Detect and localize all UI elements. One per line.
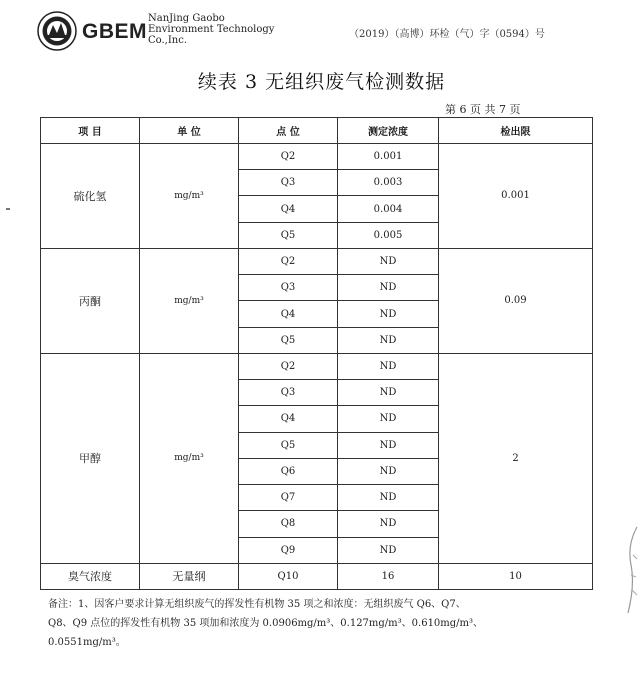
document-title: 续表 3 无组织废气检测数据 — [197, 71, 446, 93]
header-item: 项 目 — [41, 118, 140, 144]
detection-limit: 10 — [439, 563, 593, 589]
remarks-line: Q8、Q9 点位的挥发性有机物 35 项加和浓度为 0.0906mg/m³、0.127mg/m³、0.610mg/m³、 — [48, 618, 484, 629]
concentration: 16 — [338, 563, 439, 589]
concentration: 0.003 — [338, 170, 439, 196]
header-unit: 单 位 — [140, 118, 239, 144]
point: Q5 — [239, 222, 338, 248]
concentration: ND — [338, 432, 439, 458]
gas-data-table — [40, 117, 593, 590]
report-number: （2019）（高博）环检（气）字（0594）号 — [349, 29, 545, 40]
header-detection-limit: 检出限 — [439, 118, 593, 144]
company-name — [148, 13, 274, 46]
detection-limit: 2 — [439, 353, 593, 563]
remarks-line: 0.0551mg/m³。 — [48, 637, 126, 648]
point: Q10 — [239, 563, 338, 589]
remarks-line: 备注：1、因客户要求计算无组织废气的挥发性有机物 35 项之和浓度：无组织废气 Q6、Q7、 — [48, 599, 466, 610]
concentration: 0.004 — [338, 196, 439, 222]
detection-limit: 0.09 — [439, 248, 593, 353]
unit: mg/m³ — [140, 353, 239, 563]
point: Q6 — [239, 458, 338, 484]
concentration: ND — [338, 485, 439, 511]
point: Q9 — [239, 537, 338, 563]
point: Q8 — [239, 511, 338, 537]
company-line: NanJing Gaobo — [148, 13, 225, 24]
point: Q3 — [239, 170, 338, 196]
item-name: 硫化氢 — [41, 144, 140, 249]
point: Q4 — [239, 301, 338, 327]
concentration: ND — [338, 275, 439, 301]
header-concentration: 测定浓度 — [338, 118, 439, 144]
concentration: ND — [338, 248, 439, 274]
header-point: 点 位 — [239, 118, 338, 144]
point: Q2 — [239, 353, 338, 379]
page-number: 第 6 页 共 7 页 — [445, 103, 521, 116]
company-seal-logo — [37, 11, 77, 51]
point: Q4 — [239, 406, 338, 432]
point: Q3 — [239, 380, 338, 406]
unit: mg/m³ — [140, 248, 239, 353]
concentration: ND — [338, 458, 439, 484]
point: Q7 — [239, 485, 338, 511]
item-name: 臭气浓度 — [41, 563, 140, 589]
concentration: ND — [338, 301, 439, 327]
company-line: Co.,Inc. — [148, 35, 188, 46]
table-row — [41, 353, 593, 379]
point: Q2 — [239, 248, 338, 274]
concentration: ND — [338, 511, 439, 537]
unit: mg/m³ — [140, 144, 239, 249]
concentration: 0.005 — [338, 222, 439, 248]
unit: 无量纲 — [140, 563, 239, 589]
table-row — [41, 248, 593, 274]
company-line: Environment Technology — [148, 24, 275, 35]
table-header-row — [41, 118, 593, 144]
point: Q5 — [239, 327, 338, 353]
point: Q4 — [239, 196, 338, 222]
table-row — [41, 144, 593, 170]
point: Q3 — [239, 275, 338, 301]
margin-stamp-fragment — [625, 525, 639, 615]
concentration: ND — [338, 353, 439, 379]
concentration: ND — [338, 537, 439, 563]
table-row — [41, 563, 593, 589]
logo-text: GBEM — [82, 20, 147, 43]
scan-mark — [6, 208, 10, 210]
concentration: 0.001 — [338, 144, 439, 170]
concentration: ND — [338, 406, 439, 432]
point: Q2 — [239, 144, 338, 170]
concentration: ND — [338, 327, 439, 353]
point: Q5 — [239, 432, 338, 458]
item-name: 甲醇 — [41, 353, 140, 563]
concentration: ND — [338, 380, 439, 406]
remarks — [48, 595, 588, 652]
item-name: 丙酮 — [41, 248, 140, 353]
detection-limit: 0.001 — [439, 144, 593, 249]
